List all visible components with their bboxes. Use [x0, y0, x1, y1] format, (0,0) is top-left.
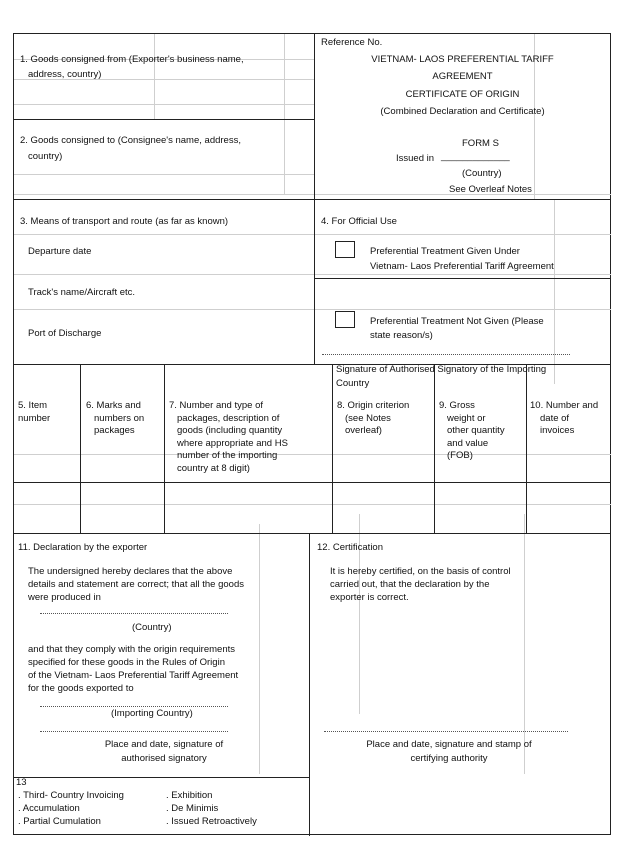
rule-columns-header-bottom: [14, 482, 611, 483]
col-divider-5: [80, 364, 81, 533]
certifying-place-date-line1: Place and date, signature and stamp of: [366, 739, 532, 750]
col-divider-6: [164, 364, 165, 533]
partial-cumulation-option[interactable]: . Partial Cumulation: [18, 816, 101, 827]
box3-title: 3. Means of transport and route (as far as known): [20, 216, 229, 227]
importing-signatory-line[interactable]: [322, 354, 570, 355]
column-header-text: 6. Marks and: [86, 400, 141, 411]
rule-box11-top: [14, 533, 611, 534]
country-label: (Country): [462, 168, 502, 179]
column-header-text: other quantity: [447, 425, 505, 436]
column-header-text: where appropriate and HS: [177, 437, 288, 449]
production-country-line[interactable]: [40, 613, 228, 614]
header-line-4: (Combined Declaration and Certificate): [380, 106, 545, 117]
box2-title-line2: country): [28, 151, 63, 162]
issued-in-blank[interactable]: _____________: [441, 151, 510, 162]
de-minimis-option[interactable]: . De Minimis: [166, 803, 219, 814]
third-country-invoicing-option[interactable]: . Third- Country Invoicing: [18, 790, 124, 801]
column-header-invoices: [530, 400, 598, 438]
treatment-given-line2: Vietnam- Laos Preferential Tariff Agreement: [370, 261, 554, 272]
box1-title: 1. Goods consigned from (Exporter's business name,: [20, 54, 244, 65]
exporter-place-date-line1: Place and date, signature of: [104, 739, 224, 750]
declaration-text: were produced in: [28, 592, 101, 603]
treatment-given-checkbox[interactable]: [335, 241, 355, 258]
declaration-text: of the Vietnam- Laos Preferential Tariff Agreement: [28, 670, 239, 681]
column-header-text: weight or: [447, 412, 486, 424]
certification-text: exporter is correct.: [330, 592, 409, 603]
column-header-text: (see Notes: [345, 412, 391, 424]
column-header-text: country at 8 digit): [177, 462, 250, 474]
col-divider-8: [434, 364, 435, 533]
box1-title-line2: address, country): [28, 69, 102, 80]
overleaf-notes-label: See Overleaf Notes: [449, 184, 532, 195]
column-header-text: number: [18, 412, 51, 424]
column-header-text: numbers on: [94, 412, 145, 424]
rule-box1-bottom: [14, 119, 314, 120]
header-line-3: CERTIFICATE OF ORIGIN: [405, 89, 520, 100]
treatment-not-given-line1: Preferential Treatment Not Given (Please: [370, 316, 544, 327]
column-header-text: packages, description of: [177, 412, 280, 424]
importing-signatory-line2: Country: [336, 378, 370, 389]
declaration-text: details and statement are correct; that all the goods: [28, 579, 244, 590]
importing-signatory-line1: Signature of Authorised Signatory of the Importing: [336, 364, 547, 375]
column-header-marks: [86, 400, 144, 438]
reference-number-label: Reference No.: [321, 37, 383, 48]
col-divider-9: [526, 364, 527, 533]
vessel-name-label: Track's name/Aircraft etc.: [28, 287, 136, 298]
treatment-given-line1: Preferential Treatment Given Under: [370, 246, 520, 257]
rule-box13-top: [14, 777, 309, 778]
column-header-text: 9. Gross: [439, 400, 475, 411]
declaration-text: The undersigned hereby declares that the above: [28, 566, 233, 577]
box2-title: 2. Goods consigned to (Consignee's name, address,: [20, 135, 241, 146]
exporter-signature-line[interactable]: [40, 731, 228, 732]
column-header-gross-weight: [439, 400, 505, 463]
column-header-item-number: [18, 400, 50, 425]
certification-text: It is hereby certified, on the basis of control: [330, 566, 511, 577]
departure-date-label: Departure date: [28, 246, 92, 257]
box4-title: 4. For Official Use: [321, 216, 397, 227]
form-label: FORM S: [462, 138, 499, 149]
declaration-text: for the goods exported to: [28, 683, 134, 694]
box12-title: 12. Certification: [317, 542, 384, 553]
declaration-text: and that they comply with the origin requirements: [28, 644, 235, 655]
exporter-place-date-line2: authorised signatory: [121, 753, 207, 764]
column-header-text: 5. Item: [18, 400, 48, 411]
certifying-signature-line[interactable]: [324, 731, 568, 732]
certificate-form: [13, 33, 611, 835]
certification-text: carried out, that the declaration by the: [330, 579, 490, 590]
column-header-text: invoices: [540, 425, 575, 436]
accumulation-option[interactable]: . Accumulation: [18, 803, 80, 814]
column-header-text: overleaf): [345, 425, 382, 436]
rule-box2-bottom: [14, 199, 611, 200]
importing-country-label: (Importing Country): [111, 708, 193, 719]
column-header-text: date of: [540, 412, 570, 424]
header-line-2: AGREEMENT: [432, 71, 493, 82]
column-header-text: number of the importing: [177, 450, 278, 461]
treatment-not-given-checkbox[interactable]: [335, 311, 355, 328]
column-header-description: [169, 400, 288, 475]
col-divider-7: [332, 364, 333, 533]
treatment-not-given-line2: state reason/s): [370, 330, 433, 341]
center-divider-bottom: [309, 533, 310, 836]
column-header-text: packages: [94, 425, 135, 436]
header-line-1: VIETNAM- LAOS PREFERENTIAL TARIFF: [371, 54, 554, 65]
certifying-place-date-line2: certifying authority: [410, 753, 488, 764]
column-header-text: goods (including quantity: [177, 425, 283, 436]
port-of-discharge-label: Port of Discharge: [28, 328, 102, 339]
column-header-origin-criterion: [337, 400, 409, 438]
issued-retroactively-option[interactable]: . Issued Retroactively: [166, 816, 257, 827]
box13-number: 13: [16, 777, 27, 788]
column-header-text: 8. Origin criterion: [337, 400, 410, 411]
production-country-label: (Country): [132, 622, 172, 633]
column-header-text: and value: [447, 437, 489, 449]
exhibition-option[interactable]: . Exhibition: [166, 790, 213, 801]
column-header-text: 7. Number and type of: [169, 400, 263, 411]
rule-box4-divider: [314, 278, 611, 279]
box11-title: 11. Declaration by the exporter: [18, 542, 148, 553]
column-header-text: 10. Number and: [530, 400, 599, 411]
declaration-text: specified for these goods in the Rules of Origin: [28, 657, 225, 668]
importing-country-line[interactable]: [40, 706, 228, 707]
column-header-text: (FOB): [447, 450, 473, 461]
issued-in-label: Issued in: [396, 153, 435, 164]
